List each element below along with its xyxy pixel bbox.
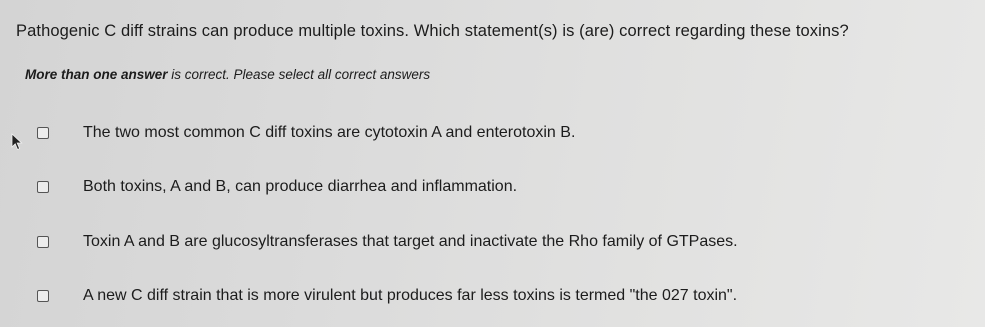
question-text: Pathogenic C diff strains can produce multiple toxins. Which statement(s) is (are) correct regarding these toxins?: [16, 22, 849, 40]
checkbox-option-3[interactable]: [37, 236, 49, 248]
mouse-pointer-icon: [10, 133, 24, 151]
option-label-4: A new C diff strain that is more virulent but produces far less toxins is termed "the 027 toxin".: [83, 287, 738, 304]
option-label-3: Toxin A and B are glucosyltransferases that target and inactivate the Rho family of GTPases.: [83, 233, 738, 250]
answer-option-2[interactable]: [37, 178, 517, 196]
checkbox-option-2[interactable]: [37, 181, 49, 193]
option-label-1: The two most common C diff toxins are cytotoxin A and enterotoxin B.: [83, 124, 576, 141]
instructions-emphasis: More than one answer: [25, 67, 168, 82]
option-label-2: Both toxins, A and B, can produce diarrhea and inflammation.: [83, 178, 518, 195]
answer-option-3[interactable]: [37, 233, 738, 251]
answer-option-4[interactable]: [37, 287, 737, 305]
checkbox-option-1[interactable]: [37, 127, 49, 139]
answer-option-1[interactable]: [37, 124, 575, 142]
instructions-text: [25, 67, 430, 82]
checkbox-option-4[interactable]: [37, 290, 49, 302]
instructions-rest: is correct. Please select all correct answers: [167, 67, 431, 82]
